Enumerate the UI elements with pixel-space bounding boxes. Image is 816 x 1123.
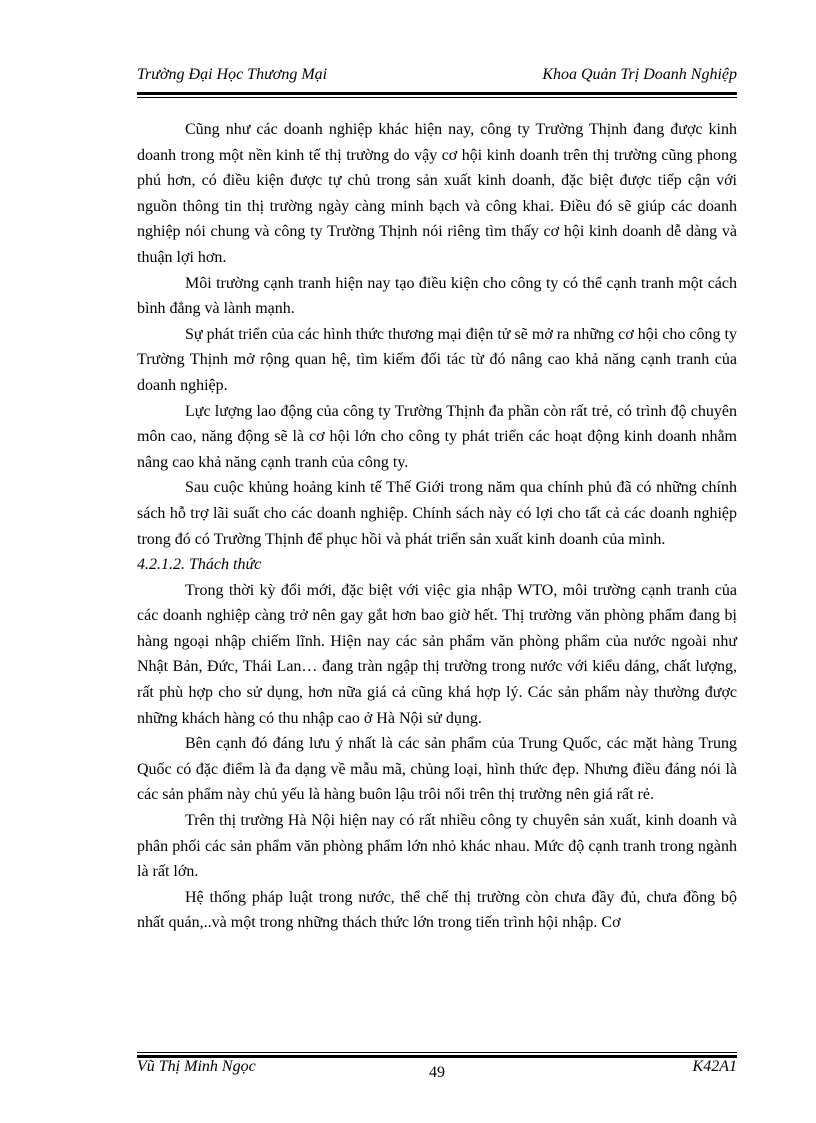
paragraph: Sự phát triển của các hình thức thương mại điện tử sẽ mở ra những cơ hội cho công ty Trường Thịnh mở rộng quan hệ, tìm kiếm đối tác từ đó nâng cao khả năng cạnh tranh của doanh nghiệp. xyxy=(137,325,737,394)
section-heading: 4.2.1.2. Thách thức xyxy=(137,556,262,574)
page-body xyxy=(137,117,737,936)
header-university: Trường Đại Học Thương Mại xyxy=(137,66,328,83)
footer-divider-thin xyxy=(137,1052,737,1053)
header-faculty: Khoa Quản Trị Doanh Nghiệp xyxy=(542,66,737,83)
page-footer xyxy=(137,1058,737,1088)
paragraph: Lực lượng lao động của công ty Trường Thịnh đa phần còn rất trẻ, có trình độ chuyên môn cao, năng động sẽ là cơ hội lớn cho công ty phát triển các hoạt động kinh doanh nhằm nâng cao khả năng cạnh tranh của công ty. xyxy=(137,402,737,471)
header-divider-thin xyxy=(137,97,737,98)
footer-class-code: K42A1 xyxy=(692,1058,737,1075)
paragraph: Hệ thống pháp luật trong nước, thể chế thị trường còn chưa đầy đủ, chưa đồng bộ nhất quán,..và một trong những thách thức lớn trong tiến trình hội nhập. Cơ xyxy=(137,888,737,932)
paragraph: Cũng như các doanh nghiệp khác hiện nay, công ty Trường Thịnh đang được kinh doanh trong một nền kinh tế thị trường do vậy cơ hội kinh doanh trên thị trường cũng phong phú hơn, có điều kiện được tự chủ trong sản xuất kinh doanh, đặc biệt được tiếp cận với nguồn thông tin thị trường ngày càng minh bạch và công khai. Điều đó sẽ giúp các doanh nghiệp nói chung và công ty Trường Thịnh nói riêng tìm thấy cơ hội kinh doanh dễ dàng và thuận lợi hơn. xyxy=(137,121,737,266)
header-divider-thick xyxy=(137,92,737,95)
paragraph: Môi trường cạnh tranh hiện nay tạo điều kiện cho công ty có thể cạnh tranh một cách bình đẳng và lành mạnh. xyxy=(137,274,737,318)
page-header xyxy=(137,66,737,88)
paragraph: Trong thời kỳ đổi mới, đặc biệt với việc gia nhập WTO, môi trường cạnh tranh của các doanh nghiệp càng trở nên gay gắt hơn bao giờ hết. Thị trường văn phòng phẩm đang bị hàng ngoại nhập chiếm lĩnh. Hiện nay các sản phẩm văn phòng phẩm của nước ngoài như Nhật Bản, Đức, Thái Lan… đang tràn ngập thị trường trong nước với kiểu dáng, chất lượng, rất phù hợp cho sử dụng, hơn nữa giá cả cũng khá hợp lý. Các sản phẩm này thường được những khách hàng có thu nhập cao ở Hà Nội sử dụng. xyxy=(137,581,737,727)
paragraph: Trên thị trường Hà Nội hiện nay có rất nhiều công ty chuyên sản xuất, kinh doanh và phân phối các sản phẩm văn phòng phẩm lớn nhỏ khác nhau. Mức độ cạnh tranh trong ngành là rất lớn. xyxy=(137,812,737,881)
page-number: 49 xyxy=(429,1064,445,1081)
paragraph: Sau cuộc khủng hoảng kinh tế Thế Giới trong năm qua chính phủ đã có những chính sách hỗ trợ lãi suất cho các doanh nghiệp. Chính sách này có lợi cho tất cả các doanh nghiệp trong đó có Trường Thịnh để phục hồi và phát triển sản xuất kinh doanh của mình. xyxy=(137,479,737,548)
paragraph: Bên cạnh đó đáng lưu ý nhất là các sản phẩm của Trung Quốc, các mặt hàng Trung Quốc có đặc điểm là đa dạng về mẫu mã, chủng loại, hình thức đẹp. Nhưng điều đáng nói là các sản phẩm này chủ yếu là hàng buôn lậu trôi nổi trên thị trường nên giá rất rẻ. xyxy=(137,735,737,804)
footer-author: Vũ Thị Minh Ngọc xyxy=(137,1058,256,1075)
